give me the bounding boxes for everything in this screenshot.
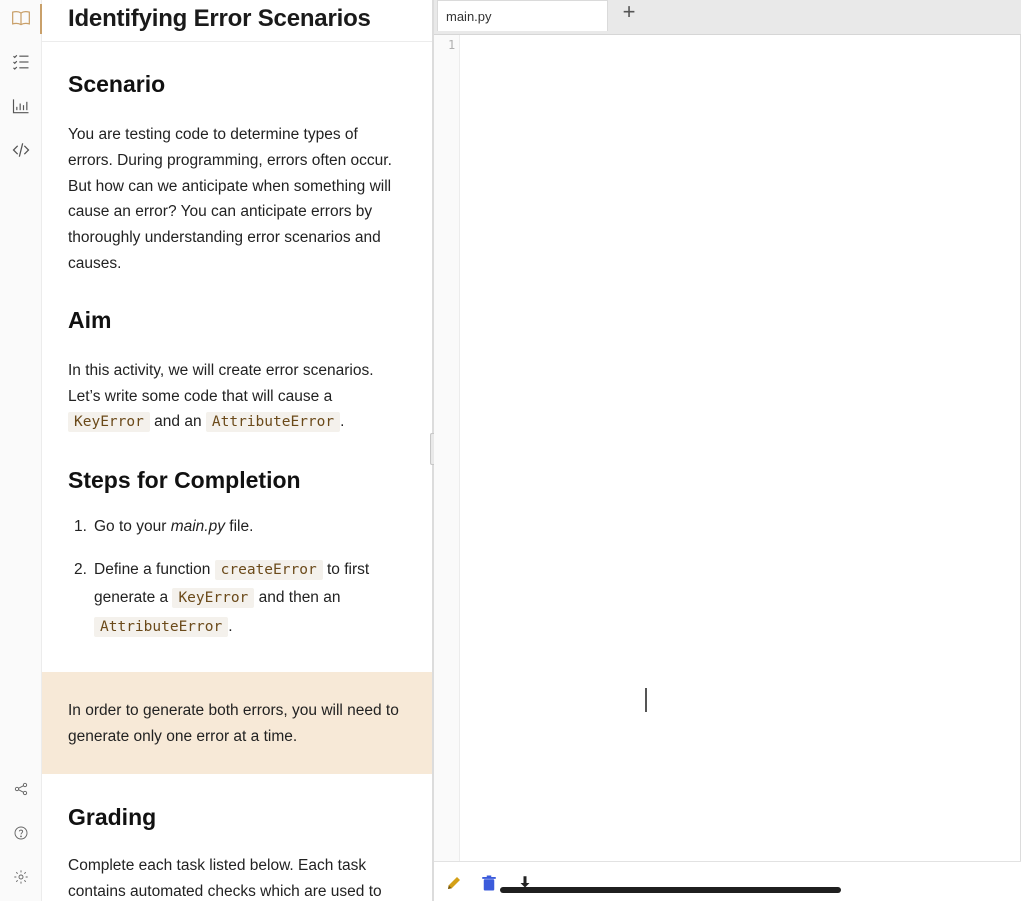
steps-heading: Steps for Completion xyxy=(68,467,301,494)
editor-toolbar xyxy=(434,861,1021,901)
left-nav-rail xyxy=(0,0,42,901)
share-icon xyxy=(13,781,29,797)
aim-text-and: and an xyxy=(154,413,202,431)
help-button[interactable] xyxy=(0,815,42,851)
attributeerror-code: AttributeError xyxy=(94,617,228,637)
line-number: 1 xyxy=(448,38,456,52)
bar-chart-icon xyxy=(11,96,31,116)
aim-text-end: . xyxy=(340,413,345,431)
trash-icon[interactable] xyxy=(480,874,498,892)
aim-heading: Aim xyxy=(68,306,112,333)
keyerror-code: KeyError xyxy=(68,412,150,432)
instructions-content xyxy=(42,71,432,641)
attributeerror-code: AttributeError xyxy=(206,412,340,432)
editor-tab-bar xyxy=(434,0,1021,35)
page-title: Identifying Error Scenarios xyxy=(68,5,371,32)
help-icon xyxy=(13,825,29,841)
step-text-mid: to first generate a xyxy=(94,560,370,607)
step-number: 2. xyxy=(74,560,87,578)
hint-callout xyxy=(42,672,432,774)
panel-header xyxy=(42,0,432,42)
grading-heading: Grading xyxy=(68,804,157,830)
step-item xyxy=(68,556,386,642)
instructions-panel xyxy=(42,0,432,901)
scenario-text: You are testing code to determine types of errors. During programming, errors often occur. But how can we anticipate when something will cause an error? You can anticipate errors by thoroughly understanding error scenarios and causes. xyxy=(68,126,392,272)
tab-main-py[interactable]: main.py xyxy=(437,0,608,31)
code-editor[interactable] xyxy=(460,35,1021,861)
keyerror-code: KeyError xyxy=(172,588,254,608)
grading-section xyxy=(42,804,432,901)
aim-text-start: In this activity, we will create error scenarios. Let’s write some code that will cause a xyxy=(68,361,374,405)
code-tab-button[interactable] xyxy=(0,132,42,168)
step-text-pre: Define a function xyxy=(94,560,211,578)
checklist-tab-button[interactable] xyxy=(0,44,42,80)
horizontal-scrollbar[interactable] xyxy=(500,887,841,893)
aim-text xyxy=(68,358,398,436)
settings-button[interactable] xyxy=(0,859,42,895)
step-text-mid: and then an xyxy=(258,589,341,607)
grading-text: Complete each task listed below. Each task contains automated checks which are used to xyxy=(68,857,382,900)
step-text-pre: Go to your xyxy=(94,518,167,536)
step-text-end: . xyxy=(228,617,233,635)
book-open-icon xyxy=(11,8,31,28)
checklist-icon xyxy=(11,52,31,72)
step-item xyxy=(68,514,406,540)
main-py-filename: main.py xyxy=(170,518,225,536)
share-button[interactable] xyxy=(0,771,42,807)
steps-list xyxy=(68,514,406,641)
hint-text: In order to generate both errors, you will need to generate only one error at a time. xyxy=(68,702,399,745)
step-text-post: file. xyxy=(229,518,254,536)
add-tab-button[interactable]: + xyxy=(622,0,636,24)
scenario-heading: Scenario xyxy=(68,71,166,97)
pencil-icon[interactable] xyxy=(445,874,463,892)
grades-tab-button[interactable] xyxy=(0,88,42,124)
instructions-tab-button[interactable] xyxy=(0,0,42,36)
step-number: 1. xyxy=(74,518,87,536)
line-number-gutter xyxy=(434,35,460,861)
code-icon xyxy=(11,140,31,160)
createerror-code: createError xyxy=(215,560,323,580)
gear-icon xyxy=(13,869,29,885)
text-cursor xyxy=(645,688,647,712)
